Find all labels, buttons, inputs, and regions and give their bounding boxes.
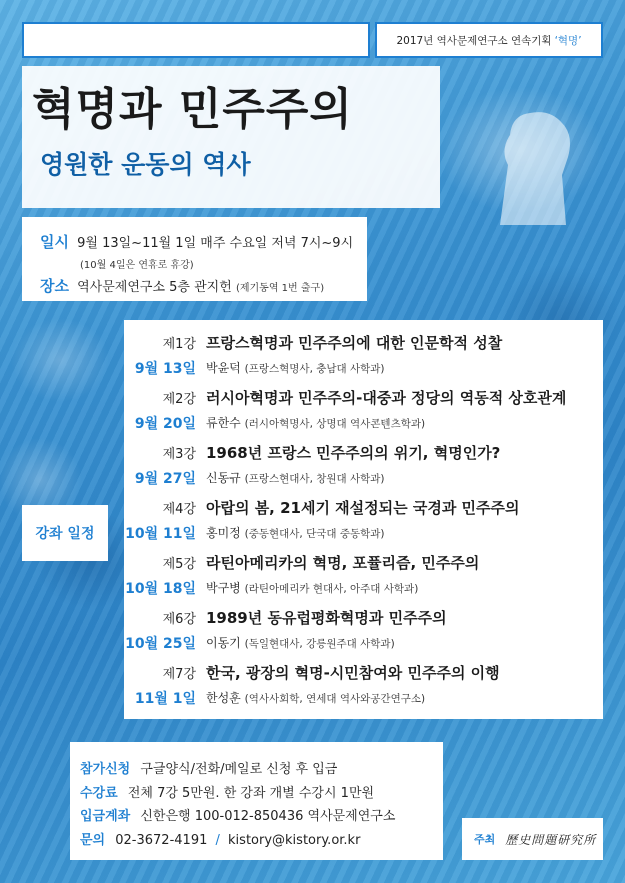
lecture-title: 프랑스혁명과 민주주의에 대한 인문학적 성찰 [206, 334, 503, 352]
lecture-speaker: 홍미정 [206, 526, 241, 540]
fee-value: 전체 7강 5만원. 한 강좌 개별 수강시 1만원 [127, 786, 375, 801]
lecture-title: 1968년 프랑스 민주주의의 위기, 혁명인가? [206, 444, 501, 462]
lecture-speaker-row [206, 579, 418, 596]
lecture-5 [124, 551, 603, 603]
apply-row [80, 758, 337, 777]
account-key: 입금계좌 [80, 809, 131, 824]
lecture-affiliation: (라틴아메리카 현대사, 아주대 사학과) [244, 583, 419, 595]
lecture-affiliation: (독일현대사, 강릉원주대 사학과) [244, 638, 395, 650]
lecture-speaker: 류한수 [206, 416, 241, 430]
date-key: 일시 [40, 233, 69, 251]
apply-key: 참가신청 [80, 762, 131, 777]
lecture-number: 제7강 [162, 667, 196, 682]
schedule-label: 강좌 일정 [35, 526, 95, 542]
account-value: 신한은행 100-012-850436 역사문제연구소 [140, 809, 396, 824]
series-prefix: 2017년 역사문제연구소 연속기획 [396, 34, 552, 47]
lecture-date: 10월 25일 [125, 636, 196, 652]
contact-key: 문의 [80, 833, 106, 848]
lecture-3 [124, 441, 603, 493]
lecture-date: 9월 27일 [134, 471, 196, 487]
series-header [375, 22, 603, 58]
lecture-date: 9월 13일 [134, 361, 196, 377]
apply-value: 구글양식/전화/메일로 신청 후 입금 [140, 762, 338, 777]
host-box [462, 818, 603, 860]
contact-email[interactable]: kistory@kistory.or.kr [228, 833, 361, 848]
contact-row [80, 829, 360, 848]
lecture-date: 10월 11일 [125, 526, 196, 542]
series-name: ‘혁명’ [554, 34, 582, 47]
lecture-date: 11월 1일 [134, 691, 196, 707]
lecture-number: 제5강 [162, 557, 196, 572]
lecture-title: 아랍의 봄, 21세기 재설정되는 국경과 민주주의 [206, 499, 520, 517]
schedule-label-box [22, 505, 108, 561]
date-value: 9월 13일~11월 1일 매주 수요일 저녁 7시~9시 [77, 236, 354, 251]
lecture-number: 제1강 [162, 337, 196, 352]
lecture-list [124, 320, 603, 719]
top-left-box [22, 22, 370, 58]
page-title: 혁명과 민주주의 [32, 84, 353, 135]
lecture-number: 제6강 [162, 612, 196, 627]
lecture-speaker: 신동규 [206, 471, 241, 485]
lecture-4 [124, 496, 603, 548]
place-value: 역사문제연구소 5층 관지헌 [77, 280, 232, 295]
account-row [80, 805, 395, 824]
lecture-speaker: 이동기 [206, 636, 241, 650]
lecture-affiliation: (프랑스현대사, 창원대 사학과) [244, 473, 385, 485]
lecture-speaker: 박윤덕 [206, 361, 241, 375]
lecture-date: 10월 18일 [125, 581, 196, 597]
place-key: 장소 [40, 277, 69, 295]
lecture-speaker-row [206, 634, 395, 651]
host-signature: 歷史問題研究所 [505, 832, 597, 847]
lecture-speaker-row [206, 359, 385, 376]
lecture-title: 라틴아메리카의 혁명, 포퓰리즘, 민주주의 [206, 554, 480, 572]
registration-box [70, 742, 443, 860]
date-note: (10월 4일은 연휴로 휴강) [80, 260, 194, 271]
lecture-speaker: 한성훈 [206, 691, 241, 705]
lecture-number: 제2강 [162, 392, 196, 407]
lecture-number: 제4강 [162, 502, 196, 517]
lecture-affiliation: (역사사회학, 연세대 역사와공간연구소) [244, 693, 426, 705]
lecture-affiliation: (러시아혁명사, 상명대 역사콘텐츠학과) [244, 418, 426, 430]
fee-key: 수강료 [80, 786, 118, 801]
lecture-title: 러시아혁명과 민주주의-대중과 정당의 역동적 상호관계 [206, 389, 567, 407]
place-note: (제기동역 1번 출구) [235, 283, 325, 294]
lecture-1 [124, 331, 603, 383]
info-box [22, 217, 367, 301]
lecture-6 [124, 606, 603, 658]
page-subtitle: 영원한 운동의 역사 [40, 150, 251, 179]
place-row [40, 275, 324, 296]
lecture-date: 9월 20일 [134, 416, 196, 432]
lecture-speaker: 박구병 [206, 581, 241, 595]
lecture-7 [124, 661, 603, 713]
lecture-title: 1989년 동유럽평화혁명과 민주주의 [206, 609, 447, 627]
contact-separator: / [215, 833, 220, 848]
date-row [40, 231, 353, 252]
contact-phone[interactable]: 02-3672-4191 [115, 833, 208, 848]
fee-row [80, 782, 374, 801]
lecture-speaker-row [206, 689, 425, 706]
lecture-affiliation: (프랑스혁명사, 충남대 사학과) [244, 363, 385, 375]
lecture-title: 한국, 광장의 혁명-시민참여와 민주주의 이행 [206, 664, 500, 682]
host-key: 주최 [474, 833, 496, 846]
lecture-speaker-row [206, 524, 385, 541]
lecture-affiliation: (중동현대사, 단국대 중동학과) [244, 528, 385, 540]
lecture-number: 제3강 [162, 447, 196, 462]
title-block [22, 69, 602, 207]
lecture-2 [124, 386, 603, 438]
lecture-speaker-row [206, 469, 385, 486]
lecture-speaker-row [206, 414, 425, 431]
